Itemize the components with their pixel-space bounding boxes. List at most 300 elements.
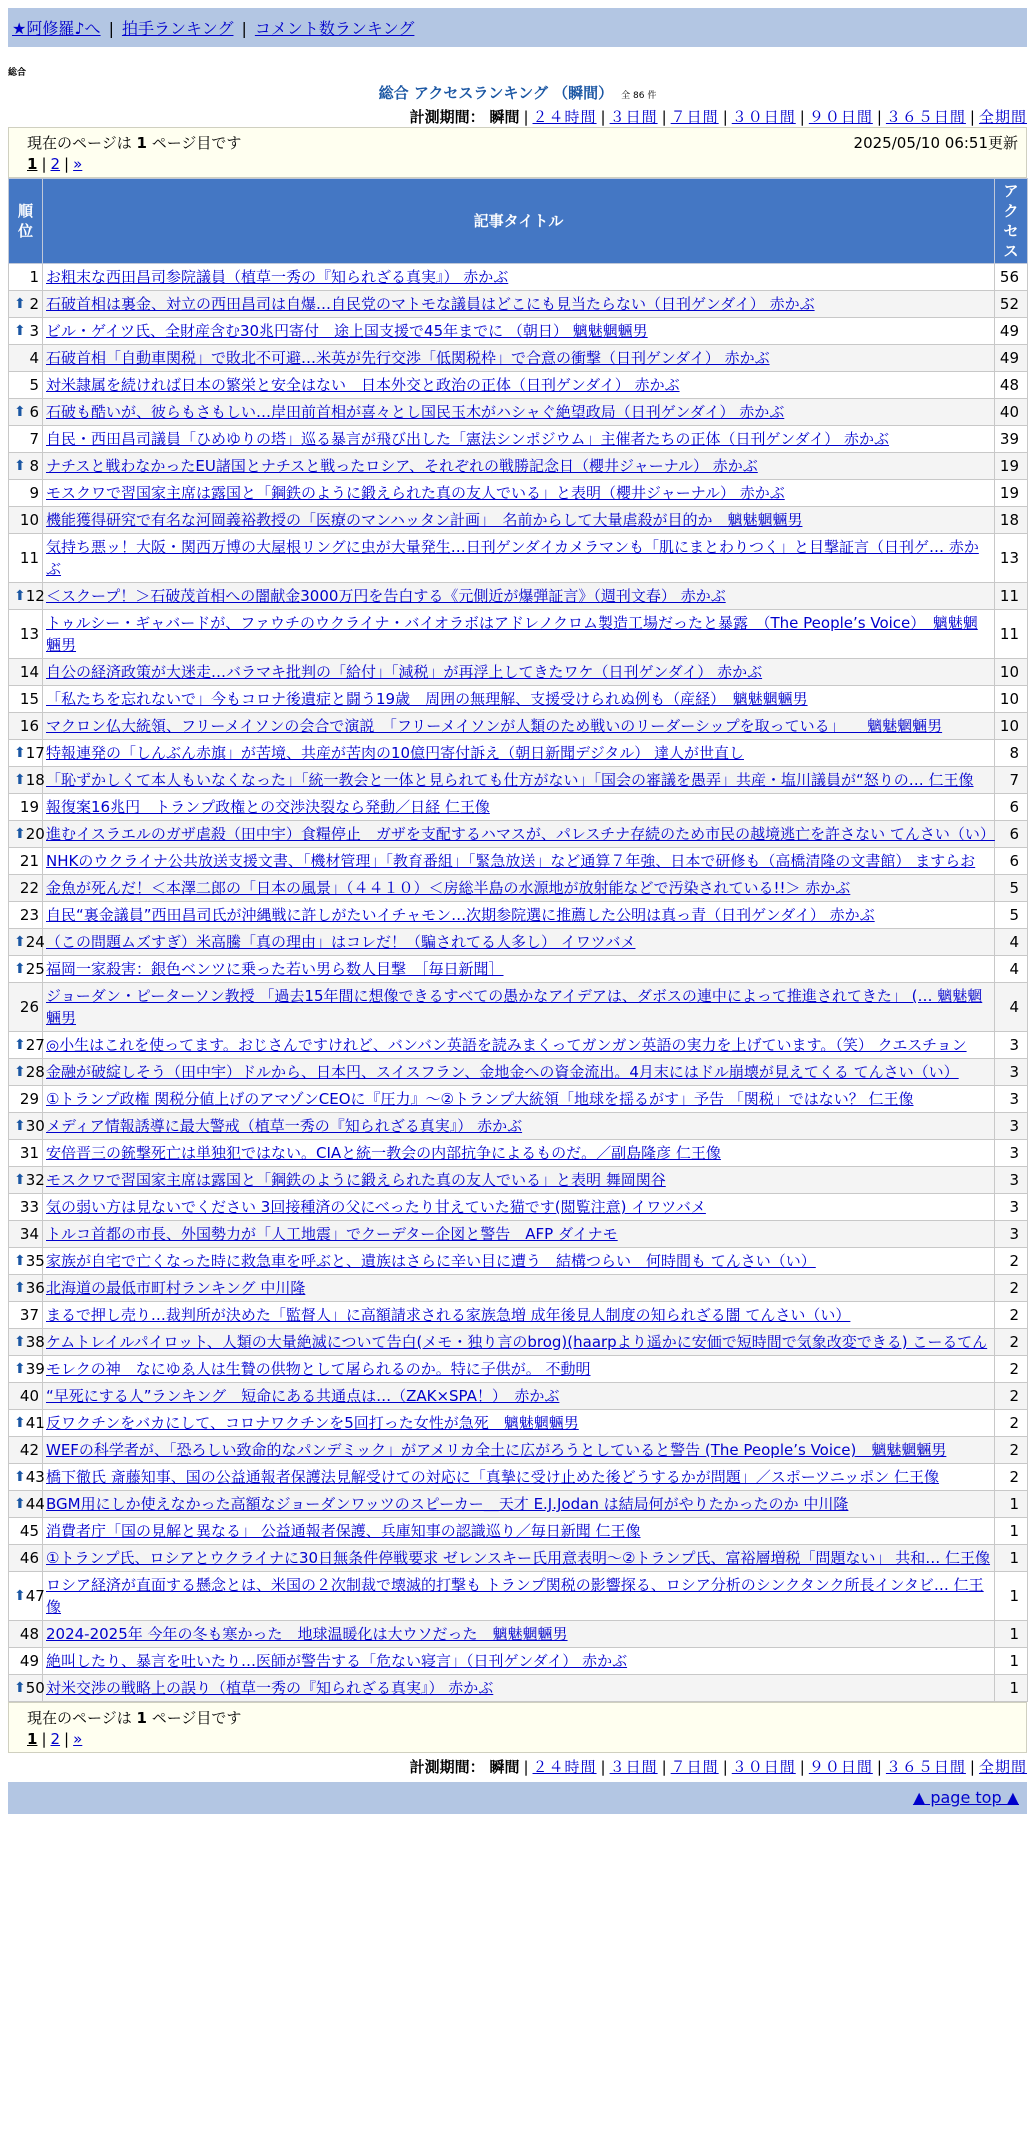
rank-number: 12 xyxy=(25,587,45,605)
rank-number: 10 xyxy=(19,511,39,529)
access-count: 1 xyxy=(995,1491,1028,1518)
rank-number: 49 xyxy=(19,1652,39,1670)
up-arrow-icon: ⬆ xyxy=(14,772,26,788)
access-count: 2 xyxy=(995,1464,1028,1491)
access-count: 3 xyxy=(995,1032,1028,1059)
rank-number: 17 xyxy=(25,744,45,762)
table-row xyxy=(9,264,1028,291)
rank-number: 11 xyxy=(19,549,39,567)
article-link[interactable]: 反ワクチンをバカにして、コロナワクチンを5回打った女性が急死 魑魅魍魎男 xyxy=(46,1414,579,1432)
title-cell xyxy=(43,1248,995,1275)
access-count: 1 xyxy=(995,1518,1028,1545)
rank-number: 46 xyxy=(19,1549,39,1567)
rank-cell xyxy=(9,1194,43,1221)
table-row xyxy=(9,1302,1028,1329)
article-link[interactable]: 自公の経済政策が大迷走…バラマキ批判の「給付」「減税」が再浮上してきたワケ（日刊ゲンダイ） 赤かぶ xyxy=(46,663,763,681)
article-link[interactable]: 「恥ずかしくて本人もいなくなった」「統一教会と一体と見られても仕方がない」「国会の審議を愚弄」共産・塩川議員が“怒りの… 仁王像 xyxy=(46,771,974,789)
ranking-table xyxy=(8,178,1028,1702)
access-count: 10 xyxy=(995,713,1028,740)
title-cell xyxy=(43,1491,995,1518)
table-row xyxy=(9,426,1028,453)
table-row xyxy=(9,534,1028,583)
title-cell xyxy=(43,345,995,372)
title-cell xyxy=(43,1113,995,1140)
up-arrow-icon: ⬆ xyxy=(14,1334,26,1350)
pager-bottom: 1 | 2 | » xyxy=(27,1730,83,1748)
title-cell xyxy=(43,1275,995,1302)
article-link[interactable]: 家族が自宅で亡くなった時に救急車を呼ぶと、遺族はさらに辛い目に遭う 結構つらい 何時間も てんさい（い） xyxy=(46,1252,816,1270)
title-cell xyxy=(43,794,995,821)
rank-number: 4 xyxy=(29,349,39,367)
table-row xyxy=(9,399,1028,426)
access-count: 3 xyxy=(995,1113,1028,1140)
article-link[interactable]: ①トランプ氏、ロシアとウクライナに30日無条件停戦要求 ゼレンスキー氏用意表明～②トランプ氏、富裕層増税「問題ない」 共和… 仁王像 xyxy=(46,1549,991,1567)
rank-cell xyxy=(9,1248,43,1275)
rank-number: 16 xyxy=(19,717,39,735)
article-link[interactable]: 進むイスラエルのガザ虐殺（田中宇）食糧停止 ガザを支配するハマスが、パレスチナ存続のため市民の越境逃亡を許さない てんさい（い） xyxy=(46,825,995,843)
up-arrow-icon: ⬆ xyxy=(14,1680,26,1696)
title-cell xyxy=(43,713,995,740)
period-link-3d[interactable]: ３日間 xyxy=(609,108,658,126)
up-arrow-icon: ⬆ xyxy=(14,1064,26,1080)
access-count: 1 xyxy=(995,1572,1028,1621)
rank-cell xyxy=(9,875,43,902)
article-link[interactable]: ナチスと戦わなかったEU諸国とナチスと戦ったロシア、それぞれの戦勝記念日（櫻井ジャーナル） 赤かぶ xyxy=(46,457,758,475)
period-selector-bottom: 計測期間： 瞬間 | ２４時間 | ３日間 | ７日間 | ３０日間 | ９０日間 | ３６５日間 | 全期間 xyxy=(409,1758,1027,1776)
access-count: 10 xyxy=(995,686,1028,713)
article-link[interactable]: 石破首相は裏金、対立の西田昌司は自爆…自民党のマトモな議員はどこにも見当たらない（日刊ゲンダイ） 赤かぶ xyxy=(46,295,815,313)
period-label: 計測期間： xyxy=(409,1758,485,1776)
access-count: 10 xyxy=(995,659,1028,686)
rank-cell xyxy=(9,426,43,453)
rank-number: 3 xyxy=(29,322,39,340)
rank-cell xyxy=(9,1621,43,1648)
article-link[interactable]: （この問題ムズすぎ）米高騰「真の理由」はコレだ！（騙されてる人多し） イワツバメ xyxy=(46,933,636,951)
table-row xyxy=(9,983,1028,1032)
table-row xyxy=(9,929,1028,956)
article-link[interactable]: トゥルシー・ギャバードが、ファウチのウクライナ・バイオラボはアドレノクロム製造工場だったと暴露 （The People’s Voice） 魑魅魍魎男 xyxy=(46,614,978,654)
updated-timestamp: 2025/05/10 06:51更新 xyxy=(853,134,1018,152)
table-row xyxy=(9,1248,1028,1275)
current-page-text: 現在のページは 1 ページ目です xyxy=(27,1709,242,1727)
rank-number: 21 xyxy=(19,852,39,870)
ranking-title: 総合 アクセスランキング （瞬間） xyxy=(378,84,614,102)
rank-number: 27 xyxy=(25,1036,45,1054)
table-row xyxy=(9,1491,1028,1518)
title-cell xyxy=(43,848,995,875)
title-cell xyxy=(43,1437,995,1464)
pager-next[interactable]: » xyxy=(73,155,83,173)
article-link[interactable]: トルコ首都の市長、外国勢力が「人工地震」でクーデター企図と警告 AFP ダイナモ xyxy=(46,1225,618,1243)
table-row xyxy=(9,318,1028,345)
article-link[interactable]: ジョーダン・ピーターソン教授 「過去15年間に想像できるすべての愚かなアイデアは、ダボスの連中によって推進されてきた」 (… 魑魅魍魎男 xyxy=(46,987,983,1027)
article-link[interactable]: 機能獲得研究で有名な河岡義裕教授の「医療のマンハッタン計画」 名前からして大量虐殺が目的か 魑魅魍魎男 xyxy=(46,511,803,529)
category-label: 総合 xyxy=(8,68,27,78)
title-cell xyxy=(43,1032,995,1059)
up-arrow-icon: ⬆ xyxy=(14,1172,26,1188)
nav-link-comment-ranking[interactable]: コメント数ランキング xyxy=(254,19,415,38)
access-count: 6 xyxy=(995,794,1028,821)
col-header-access: アクセス xyxy=(995,179,1028,264)
title-cell xyxy=(43,1356,995,1383)
rank-cell xyxy=(9,1302,43,1329)
rank-cell xyxy=(9,1464,43,1491)
access-count: 3 xyxy=(995,1221,1028,1248)
page-top-link[interactable]: ▲ page top ▲ xyxy=(912,1788,1019,1807)
table-row xyxy=(9,372,1028,399)
up-arrow-icon: ⬆ xyxy=(14,323,26,339)
access-count: 1 xyxy=(995,1621,1028,1648)
article-link[interactable]: マクロン仏大統領、フリーメイソンの会合で演説 「フリーメイソンが人類のため戦いのリーダーシップを取っている」 魑魅魍魎男 xyxy=(46,717,943,735)
rank-cell xyxy=(9,1356,43,1383)
up-arrow-icon: ⬆ xyxy=(14,296,26,312)
article-link[interactable]: 対米隷属を続ければ日本の繁栄と安全はない 日本外交と政治の正体（日刊ゲンダイ） 赤かぶ xyxy=(46,376,680,394)
col-header-rank: 順位 xyxy=(9,179,43,264)
article-link[interactable]: BGM用にしか使えなかった高額なジョーダンワッツのスピーカー＿天才 E.J.Jodan は結局何がやりたかったのか 中川隆 xyxy=(46,1495,849,1513)
title-cell xyxy=(43,1518,995,1545)
access-count: 3 xyxy=(995,1086,1028,1113)
rank-cell xyxy=(9,1410,43,1437)
article-link[interactable]: 気の弱い方は見ないでください 3回接種済の父にべったり甘えていた猫です(閲覧注意) イワツバメ xyxy=(46,1198,706,1216)
table-row xyxy=(9,1410,1028,1437)
article-link[interactable]: まるで押し売り…裁判所が決めた「監督人」に高額請求される家族急増 成年後見人制度の知られざる闇 てんさい（い） xyxy=(46,1306,851,1324)
rank-number: 25 xyxy=(25,960,45,978)
table-row xyxy=(9,1221,1028,1248)
table-row xyxy=(9,1621,1028,1648)
rank-number: 45 xyxy=(19,1522,39,1540)
article-link[interactable]: メディア情報誘導に最大警戒（植草一秀の『知られざる真実』） 赤かぶ xyxy=(46,1117,523,1135)
rank-number: 14 xyxy=(19,663,39,681)
rank-cell xyxy=(9,453,43,480)
table-row xyxy=(9,1329,1028,1356)
rank-cell xyxy=(9,1329,43,1356)
pager-page-2[interactable]: 2 xyxy=(50,155,61,173)
title-cell xyxy=(43,929,995,956)
access-count: 5 xyxy=(995,875,1028,902)
table-row xyxy=(9,1437,1028,1464)
access-count: 1 xyxy=(995,1545,1028,1572)
table-row xyxy=(9,902,1028,929)
rank-cell xyxy=(9,1140,43,1167)
article-link[interactable]: 北海道の最低市町村ランキング 中川隆 xyxy=(46,1279,306,1297)
article-link[interactable]: 自民“裏金議員”西田昌司氏が沖縄戦に許しがたいイチャモン…次期参院選に推薦した公明は真っ青（日刊ゲンダイ） 赤かぶ xyxy=(46,906,875,924)
period-link-7d[interactable]: ７日間 xyxy=(670,1758,719,1776)
page-info-top xyxy=(8,127,1027,178)
rank-cell xyxy=(9,659,43,686)
article-link[interactable]: 福岡一家殺害：銀色ベンツに乗った若い男ら数人目撃 ［毎日新聞］ xyxy=(46,960,504,978)
rank-number: 23 xyxy=(19,906,39,924)
rank-number: 8 xyxy=(29,457,39,475)
article-link[interactable]: ＜スクープ！＞石破茂首相への闇献金3000万円を告白する《元側近が爆弾証言》（週刊文春） 赤かぶ xyxy=(46,587,726,605)
article-link[interactable]: 2024-2025年 今年の冬も寒かった 地球温暖化は大ウソだった 魑魅魍魎男 xyxy=(46,1625,568,1643)
access-count: 2 xyxy=(995,1410,1028,1437)
period-link-7d[interactable]: ７日間 xyxy=(670,108,719,126)
access-count: 7 xyxy=(995,767,1028,794)
pager-page-1: 1 xyxy=(27,1730,38,1748)
nav-link-asyura[interactable]: ★阿修羅♪へ xyxy=(12,19,101,38)
rank-number: 9 xyxy=(29,484,39,502)
period-link-90d[interactable]: ９０日間 xyxy=(808,108,873,126)
access-count: 2 xyxy=(995,1329,1028,1356)
rank-cell xyxy=(9,372,43,399)
period-label: 計測期間： xyxy=(409,108,485,126)
period-current: 瞬間 xyxy=(489,108,520,126)
table-row xyxy=(9,1518,1028,1545)
period-link-24h[interactable]: ２４時間 xyxy=(532,108,597,126)
table-row xyxy=(9,1572,1028,1621)
table-row xyxy=(9,1648,1028,1675)
access-count: 19 xyxy=(995,480,1028,507)
col-header-title: 記事タイトル xyxy=(43,179,995,264)
rank-number: 30 xyxy=(25,1117,45,1135)
pager-page-1: 1 xyxy=(27,155,38,173)
rank-cell xyxy=(9,1167,43,1194)
title-cell xyxy=(43,1383,995,1410)
table-row xyxy=(9,453,1028,480)
access-count: 52 xyxy=(995,291,1028,318)
table-row xyxy=(9,1086,1028,1113)
up-arrow-icon: ⬆ xyxy=(14,1361,26,1377)
title-cell xyxy=(43,1302,995,1329)
page-info-bottom xyxy=(8,1702,1027,1753)
top-nav: ★阿修羅♪へ | 拍手ランキング | コメント数ランキング xyxy=(8,8,1027,47)
title-cell xyxy=(43,1648,995,1675)
rank-cell xyxy=(9,291,43,318)
table-row xyxy=(9,740,1028,767)
title-cell xyxy=(43,264,995,291)
access-count: 40 xyxy=(995,399,1028,426)
rank-cell xyxy=(9,507,43,534)
table-row xyxy=(9,345,1028,372)
table-row xyxy=(9,686,1028,713)
access-count: 4 xyxy=(995,983,1028,1032)
table-row xyxy=(9,507,1028,534)
rank-number: 36 xyxy=(25,1279,45,1297)
title-cell xyxy=(43,956,995,983)
rank-cell xyxy=(9,1518,43,1545)
access-count: 8 xyxy=(995,740,1028,767)
access-count: 4 xyxy=(995,956,1028,983)
article-link[interactable]: モスクワで習国家主席は露国と「鋼鉄のように鍛えられた真の友人でいる」と表明 舞岡関谷 xyxy=(46,1171,666,1189)
rank-cell xyxy=(9,1086,43,1113)
rank-cell xyxy=(9,902,43,929)
rank-number: 38 xyxy=(25,1333,45,1351)
rank-cell xyxy=(9,345,43,372)
period-link-90d[interactable]: ９０日間 xyxy=(808,1758,873,1776)
table-row xyxy=(9,794,1028,821)
table-row xyxy=(9,1383,1028,1410)
title-cell xyxy=(43,1167,995,1194)
access-count: 3 xyxy=(995,1194,1028,1221)
table-row xyxy=(9,291,1028,318)
article-link[interactable]: 報復案16兆円 トランプ政権との交渉決裂なら発動／日経 仁王像 xyxy=(46,798,490,816)
up-arrow-icon: ⬆ xyxy=(14,458,26,474)
title-cell xyxy=(43,740,995,767)
table-row xyxy=(9,1464,1028,1491)
title-cell xyxy=(43,1545,995,1572)
rank-number: 1 xyxy=(29,268,39,286)
article-link[interactable]: ケムトレイルパイロット、人類の大量絶滅について告白(メモ・独り言のbrog)(haarpより遥かに安価で短時間で気象改変できる) こーるてん xyxy=(46,1333,988,1351)
title-cell xyxy=(43,399,995,426)
up-arrow-icon: ⬆ xyxy=(14,961,26,977)
up-arrow-icon: ⬆ xyxy=(14,1496,26,1512)
rank-cell xyxy=(9,713,43,740)
rank-number: 5 xyxy=(29,376,39,394)
article-link[interactable]: “早死にする人”ランキング 短命にある共通点は…（ZAK×SPA！） 赤かぶ xyxy=(46,1387,560,1405)
table-row xyxy=(9,848,1028,875)
access-count: 39 xyxy=(995,426,1028,453)
rank-cell xyxy=(9,1383,43,1410)
rank-cell xyxy=(9,1059,43,1086)
title-cell xyxy=(43,1675,995,1702)
title-cell xyxy=(43,1621,995,1648)
table-row xyxy=(9,1356,1028,1383)
table-row xyxy=(9,956,1028,983)
rank-number: 2 xyxy=(29,295,39,313)
article-link[interactable]: 「私たちを忘れないで」今もコロナ後遺症と闘う19歳 周囲の無理解、支援受けられぬ例も（産経） 魑魅魍魎男 xyxy=(46,690,808,708)
access-count: 4 xyxy=(995,929,1028,956)
article-link[interactable]: 絶叫したり、暴言を吐いたり…医師が警告する「危ない寝言」（日刊ゲンダイ） 赤かぶ xyxy=(46,1652,628,1670)
title-cell xyxy=(43,1086,995,1113)
article-link[interactable]: ロシア経済が直面する懸念とは、米国の２次制裁で壊滅的打撃も トランプ関税の影響探る、ロシア分析のシンクタンク所長インタビ… 仁王像 xyxy=(46,1576,984,1616)
rank-cell xyxy=(9,686,43,713)
rank-cell xyxy=(9,740,43,767)
rank-number: 40 xyxy=(19,1387,39,1405)
rank-number: 34 xyxy=(19,1225,39,1243)
period-link-30d[interactable]: ３０日間 xyxy=(731,108,796,126)
article-link[interactable]: 石破首相「自動車関税」で敗北不可避…米英が先行交渉「低関税枠」で合意の衝撃（日刊ゲンダイ） 赤かぶ xyxy=(46,349,770,367)
rank-cell xyxy=(9,1491,43,1518)
title-cell xyxy=(43,875,995,902)
article-link[interactable]: WEFの科学者が、「恐ろしい致命的なパンデミック」がアメリカ全土に広がろうとしていると警告 (The People’s Voice) 魑魅魍魎男 xyxy=(46,1441,947,1459)
article-link[interactable]: ①トランプ政権 関税分値上げのアマゾンCEOに『圧力』～②トランプ大統領「地球を揺るがす」予告 「関税」ではない？ 仁王像 xyxy=(46,1090,914,1108)
table-row xyxy=(9,1140,1028,1167)
pager-next[interactable]: » xyxy=(73,1730,83,1748)
access-count: 2 xyxy=(995,1383,1028,1410)
article-link[interactable]: お粗末な西田昌司参院議員（植草一秀の『知られざる真実』） 赤かぶ xyxy=(46,268,509,286)
rank-number: 47 xyxy=(25,1587,45,1605)
rank-cell xyxy=(9,1675,43,1702)
rank-number: 39 xyxy=(25,1360,45,1378)
title-cell xyxy=(43,480,995,507)
title-cell xyxy=(43,583,995,610)
rank-number: 20 xyxy=(25,825,45,843)
rank-cell xyxy=(9,767,43,794)
article-link[interactable]: 金融が破綻しそう（田中宇）ドルから、日本円、スイスフラン、金地金への資金流出。4月末にはドル崩壊が見えてくる てんさい（い） xyxy=(46,1063,959,1081)
period-link-3d[interactable]: ３日間 xyxy=(609,1758,658,1776)
ranking-title-block xyxy=(0,82,1035,103)
period-link-24h[interactable]: ２４時間 xyxy=(532,1758,597,1776)
period-link-365d[interactable]: ３６５日間 xyxy=(885,1758,966,1776)
up-arrow-icon: ⬆ xyxy=(14,1588,26,1604)
access-count: 49 xyxy=(995,318,1028,345)
up-arrow-icon: ⬆ xyxy=(14,745,26,761)
period-link-30d[interactable]: ３０日間 xyxy=(731,1758,796,1776)
period-link-all[interactable]: 全期間 xyxy=(978,108,1027,126)
rank-number: 35 xyxy=(25,1252,45,1270)
table-row xyxy=(9,1275,1028,1302)
rank-cell xyxy=(9,794,43,821)
rank-cell xyxy=(9,848,43,875)
title-cell xyxy=(43,1464,995,1491)
article-link[interactable]: モスクワで習国家主席は露国と「鋼鉄のように鍛えられた真の友人でいる」と表明（櫻井ジャーナル） 赤かぶ xyxy=(46,484,785,502)
rank-number: 31 xyxy=(19,1144,39,1162)
access-count: 6 xyxy=(995,821,1028,848)
article-link[interactable]: 特報連発の「しんぶん赤旗」が苦境、共産が苦肉の10億円寄付訴え（朝日新聞デジタル） 達人が世直し xyxy=(46,744,744,762)
title-cell xyxy=(43,1572,995,1621)
article-link[interactable]: 石破も酷いが、彼らもさもしい…岸田前首相が喜々とし国民玉木がハシャぐ絶望政局（日刊ゲンダイ） 赤かぶ xyxy=(46,403,785,421)
pager-page-2[interactable]: 2 xyxy=(50,1730,61,1748)
access-count: 1 xyxy=(995,1675,1028,1702)
rank-number: 44 xyxy=(25,1495,45,1513)
title-cell xyxy=(43,1140,995,1167)
title-cell xyxy=(43,1059,995,1086)
table-row xyxy=(9,713,1028,740)
title-cell xyxy=(43,902,995,929)
rank-cell xyxy=(9,1113,43,1140)
access-count: 2 xyxy=(995,1302,1028,1329)
rank-number: 15 xyxy=(19,690,39,708)
table-row xyxy=(9,1675,1028,1702)
article-link[interactable]: 気持ち悪ッ！大阪・関西万博の大屋根リングに虫が大量発生…日刊ゲンダイカメラマンも「肌にまとわりつく」と目撃証言（日刊ゲ… 赤かぶ xyxy=(46,538,979,578)
rank-number: 32 xyxy=(25,1171,45,1189)
access-count: 11 xyxy=(995,583,1028,610)
access-count: 2 xyxy=(995,1356,1028,1383)
rank-cell xyxy=(9,821,43,848)
title-cell xyxy=(43,1410,995,1437)
title-cell xyxy=(43,821,995,848)
table-row xyxy=(9,1194,1028,1221)
article-link[interactable]: 自民・西田昌司議員「ひめゆりの塔」巡る暴言が飛び出した「憲法シンポジウム」主催者たちの正体（日刊ゲンダイ） 赤かぶ xyxy=(46,430,890,448)
article-link[interactable]: 橋下徹氏 斎藤知事、国の公益通報者保護法見解受けての対応に「真摯に受け止めた後どうするかが問題」／スポーツニッポン 仁王像 xyxy=(46,1468,940,1486)
article-link[interactable]: モレクの神 なにゆゑ人は生贄の供物として屠られるのか。特に子供が。 不動明 xyxy=(46,1360,591,1378)
rank-number: 6 xyxy=(29,403,39,421)
title-cell xyxy=(43,534,995,583)
title-cell xyxy=(43,507,995,534)
period-selector-top: 計測期間： 瞬間 | ２４時間 | ３日間 | ７日間 | ３０日間 | ９０日間 | ３６５日間 | 全期間 xyxy=(409,108,1027,126)
article-link[interactable]: ビル・ゲイツ氏、全財産含む30兆円寄付 途上国支援で45年までに （朝日） 魑魅魍魎男 xyxy=(46,322,648,340)
nav-link-applause-ranking[interactable]: 拍手ランキング xyxy=(121,19,234,38)
title-cell xyxy=(43,659,995,686)
rank-number: 37 xyxy=(19,1306,39,1324)
title-cell xyxy=(43,291,995,318)
up-arrow-icon: ⬆ xyxy=(14,826,26,842)
rank-cell xyxy=(9,264,43,291)
period-link-365d[interactable]: ３６５日間 xyxy=(885,108,966,126)
article-link[interactable]: ◎小生はこれを使ってます。おじさんですけれど、バンバン英語を読みまくってガンガン英語の実力を上げています。（笑） クエスチョン xyxy=(46,1036,967,1054)
title-cell xyxy=(43,610,995,659)
article-link[interactable]: 安倍晋三の銃撃死亡は単独犯ではない。CIAと統一教会の内部抗争によるものだ。／副島隆彦 仁王像 xyxy=(46,1144,721,1162)
table-row xyxy=(9,767,1028,794)
article-link[interactable]: 消費者庁「国の見解と異なる」 公益通報者保護、兵庫知事の認識巡り／毎日新聞 仁王像 xyxy=(46,1522,641,1540)
article-link[interactable]: NHKのウクライナ公共放送支援文書、「機材管理」「教育番組」「緊急放送」など通算７年強、日本で研修も（高橋清隆の文書館） ますらお xyxy=(46,852,976,870)
article-link[interactable]: 金魚が死んだ！＜本澤二郎の「日本の風景」（４４１０）＜房総半島の水源地が放射能などで汚染されている!!＞ 赤かぶ xyxy=(46,879,851,897)
access-count: 11 xyxy=(995,610,1028,659)
rank-cell xyxy=(9,399,43,426)
rank-cell xyxy=(9,610,43,659)
access-count: 1 xyxy=(995,1648,1028,1675)
title-cell xyxy=(43,1329,995,1356)
rank-number: 19 xyxy=(19,798,39,816)
ranking-count: 全 86 件 xyxy=(621,91,657,101)
article-link[interactable]: 対米交渉の戦略上の誤り（植草一秀の『知られざる真実』） 赤かぶ xyxy=(46,1679,494,1697)
table-row xyxy=(9,1113,1028,1140)
access-count: 3 xyxy=(995,1059,1028,1086)
rank-number: 50 xyxy=(25,1679,45,1697)
access-count: 5 xyxy=(995,902,1028,929)
period-link-all[interactable]: 全期間 xyxy=(978,1758,1027,1776)
current-page-text: 現在のページは 1 ページ目です xyxy=(27,134,242,152)
